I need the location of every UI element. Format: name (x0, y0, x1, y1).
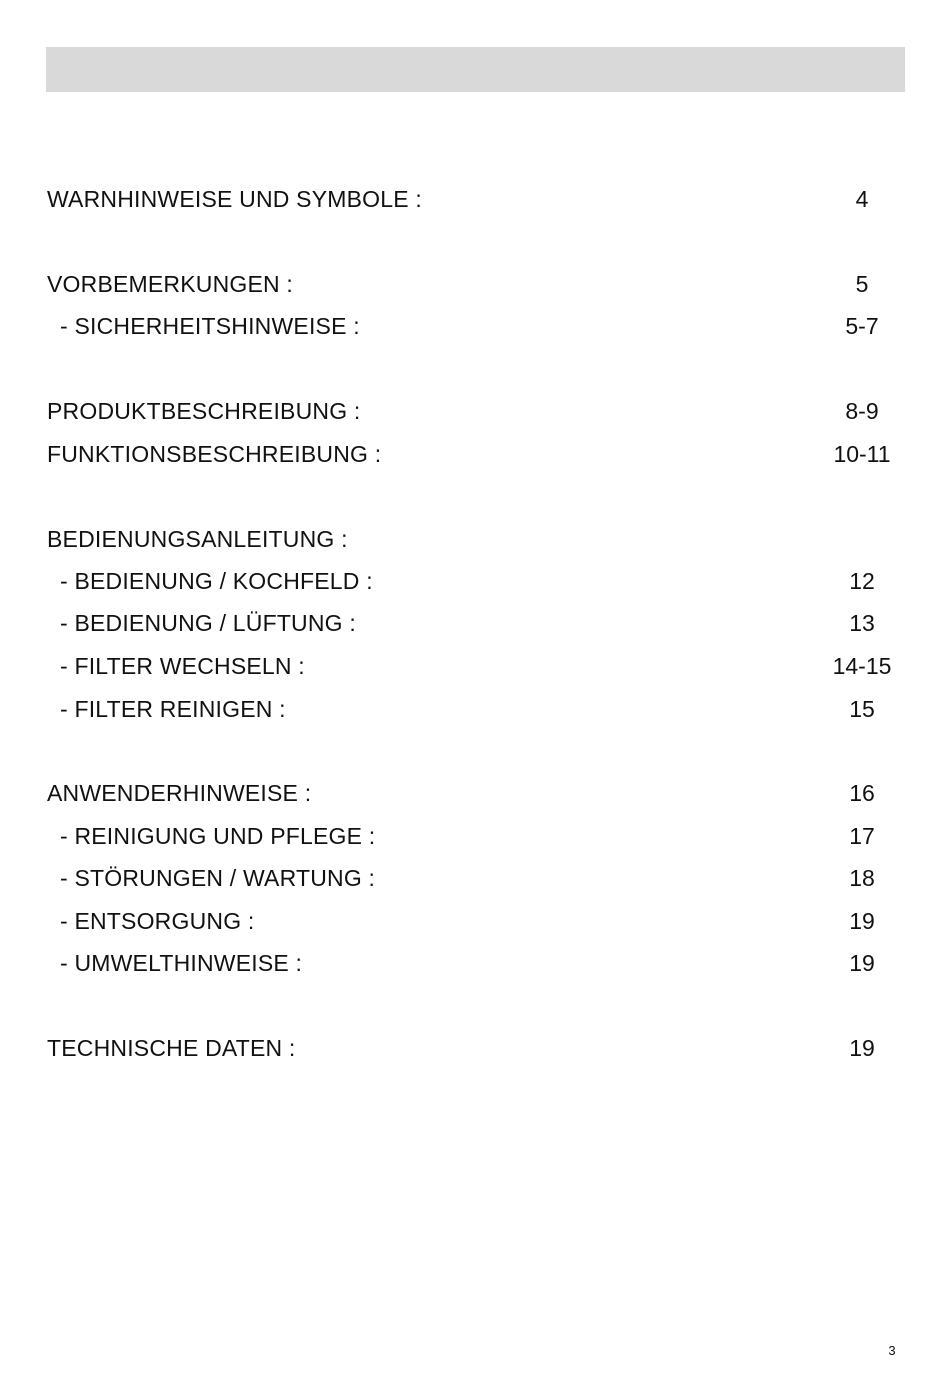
toc-entry-page: 19 (849, 908, 875, 934)
toc-entry-label: - FILTER WECHSELN : (60, 653, 305, 679)
toc-entry-label: TECHNISCHE DATEN : (47, 1035, 296, 1061)
toc-entry-label: - FILTER REINIGEN : (60, 696, 286, 722)
toc-entry-page: 13 (849, 610, 875, 636)
toc-entry-page: 15 (849, 696, 875, 722)
toc-subentry-reinigung-pflege (0, 821, 950, 851)
toc-entry-label: - REINIGUNG UND PFLEGE : (60, 823, 376, 849)
toc-entry-label: - SICHERHEITSHINWEISE : (60, 313, 360, 339)
toc-entry-page: 4 (855, 186, 869, 212)
toc-entry-page: 17 (849, 823, 875, 849)
toc-entry-label: PRODUKTBESCHREIBUNG : (47, 398, 361, 424)
toc-entry-bedienungsanleitung (0, 524, 950, 554)
toc-entry-anwenderhinweise (0, 778, 950, 808)
header-bar (46, 47, 905, 92)
toc-entry-page: 12 (849, 568, 875, 594)
toc-entry-label: - UMWELTHINWEISE : (60, 950, 303, 976)
page-number: 3 (888, 1343, 896, 1358)
toc-subentry-filter-reinigen (0, 694, 950, 724)
toc-entry-label: ANWENDERHINWEISE : (47, 780, 312, 806)
toc-subentry-sicherheitshinweise (0, 311, 950, 341)
toc-entry-page: 8-9 (845, 398, 879, 424)
toc-subentry-umwelthinweise (0, 948, 950, 978)
toc-entry-page: 19 (849, 950, 875, 976)
toc-entry-page: 10-11 (833, 441, 891, 467)
toc-subentry-bedienung-kochfeld (0, 566, 950, 596)
toc-entry-label: - BEDIENUNG / KOCHFELD : (60, 568, 373, 594)
toc-entry-label: - ENTSORGUNG : (60, 908, 255, 934)
toc-subentry-entsorgung (0, 906, 950, 936)
toc-entry-page: 16 (849, 780, 875, 806)
toc-entry-page: 5-7 (845, 313, 879, 339)
toc-subentry-bedienung-lueftung (0, 608, 950, 638)
toc-subentry-stoerungen-wartung (0, 863, 950, 893)
toc-entry-label: FUNKTIONSBESCHREIBUNG : (47, 441, 382, 467)
toc-entry-page: 14-15 (832, 653, 892, 679)
toc-entry-technische-daten (0, 1033, 950, 1063)
toc-entry-page: 5 (855, 271, 869, 297)
toc-entry-label: VORBEMERKUNGEN : (47, 271, 294, 297)
toc-entry-page: 19 (849, 1035, 875, 1061)
toc-entry-label: WARNHINWEISE UND SYMBOLE : (47, 186, 422, 212)
toc-entry-produktbeschreibung (0, 396, 950, 426)
toc-entry-label: BEDIENUNGSANLEITUNG : (47, 526, 348, 552)
toc-subentry-filter-wechseln (0, 651, 950, 681)
toc-entry-label: - BEDIENUNG / LÜFTUNG : (60, 610, 356, 636)
toc-entry-funktionsbeschreibung (0, 439, 950, 469)
toc-entry-page: 18 (849, 865, 875, 891)
toc-entry-vorbemerkungen (0, 269, 950, 299)
toc-entry-label: - STÖRUNGEN / WARTUNG : (60, 865, 376, 891)
toc-entry-warnhinweise (0, 184, 950, 214)
